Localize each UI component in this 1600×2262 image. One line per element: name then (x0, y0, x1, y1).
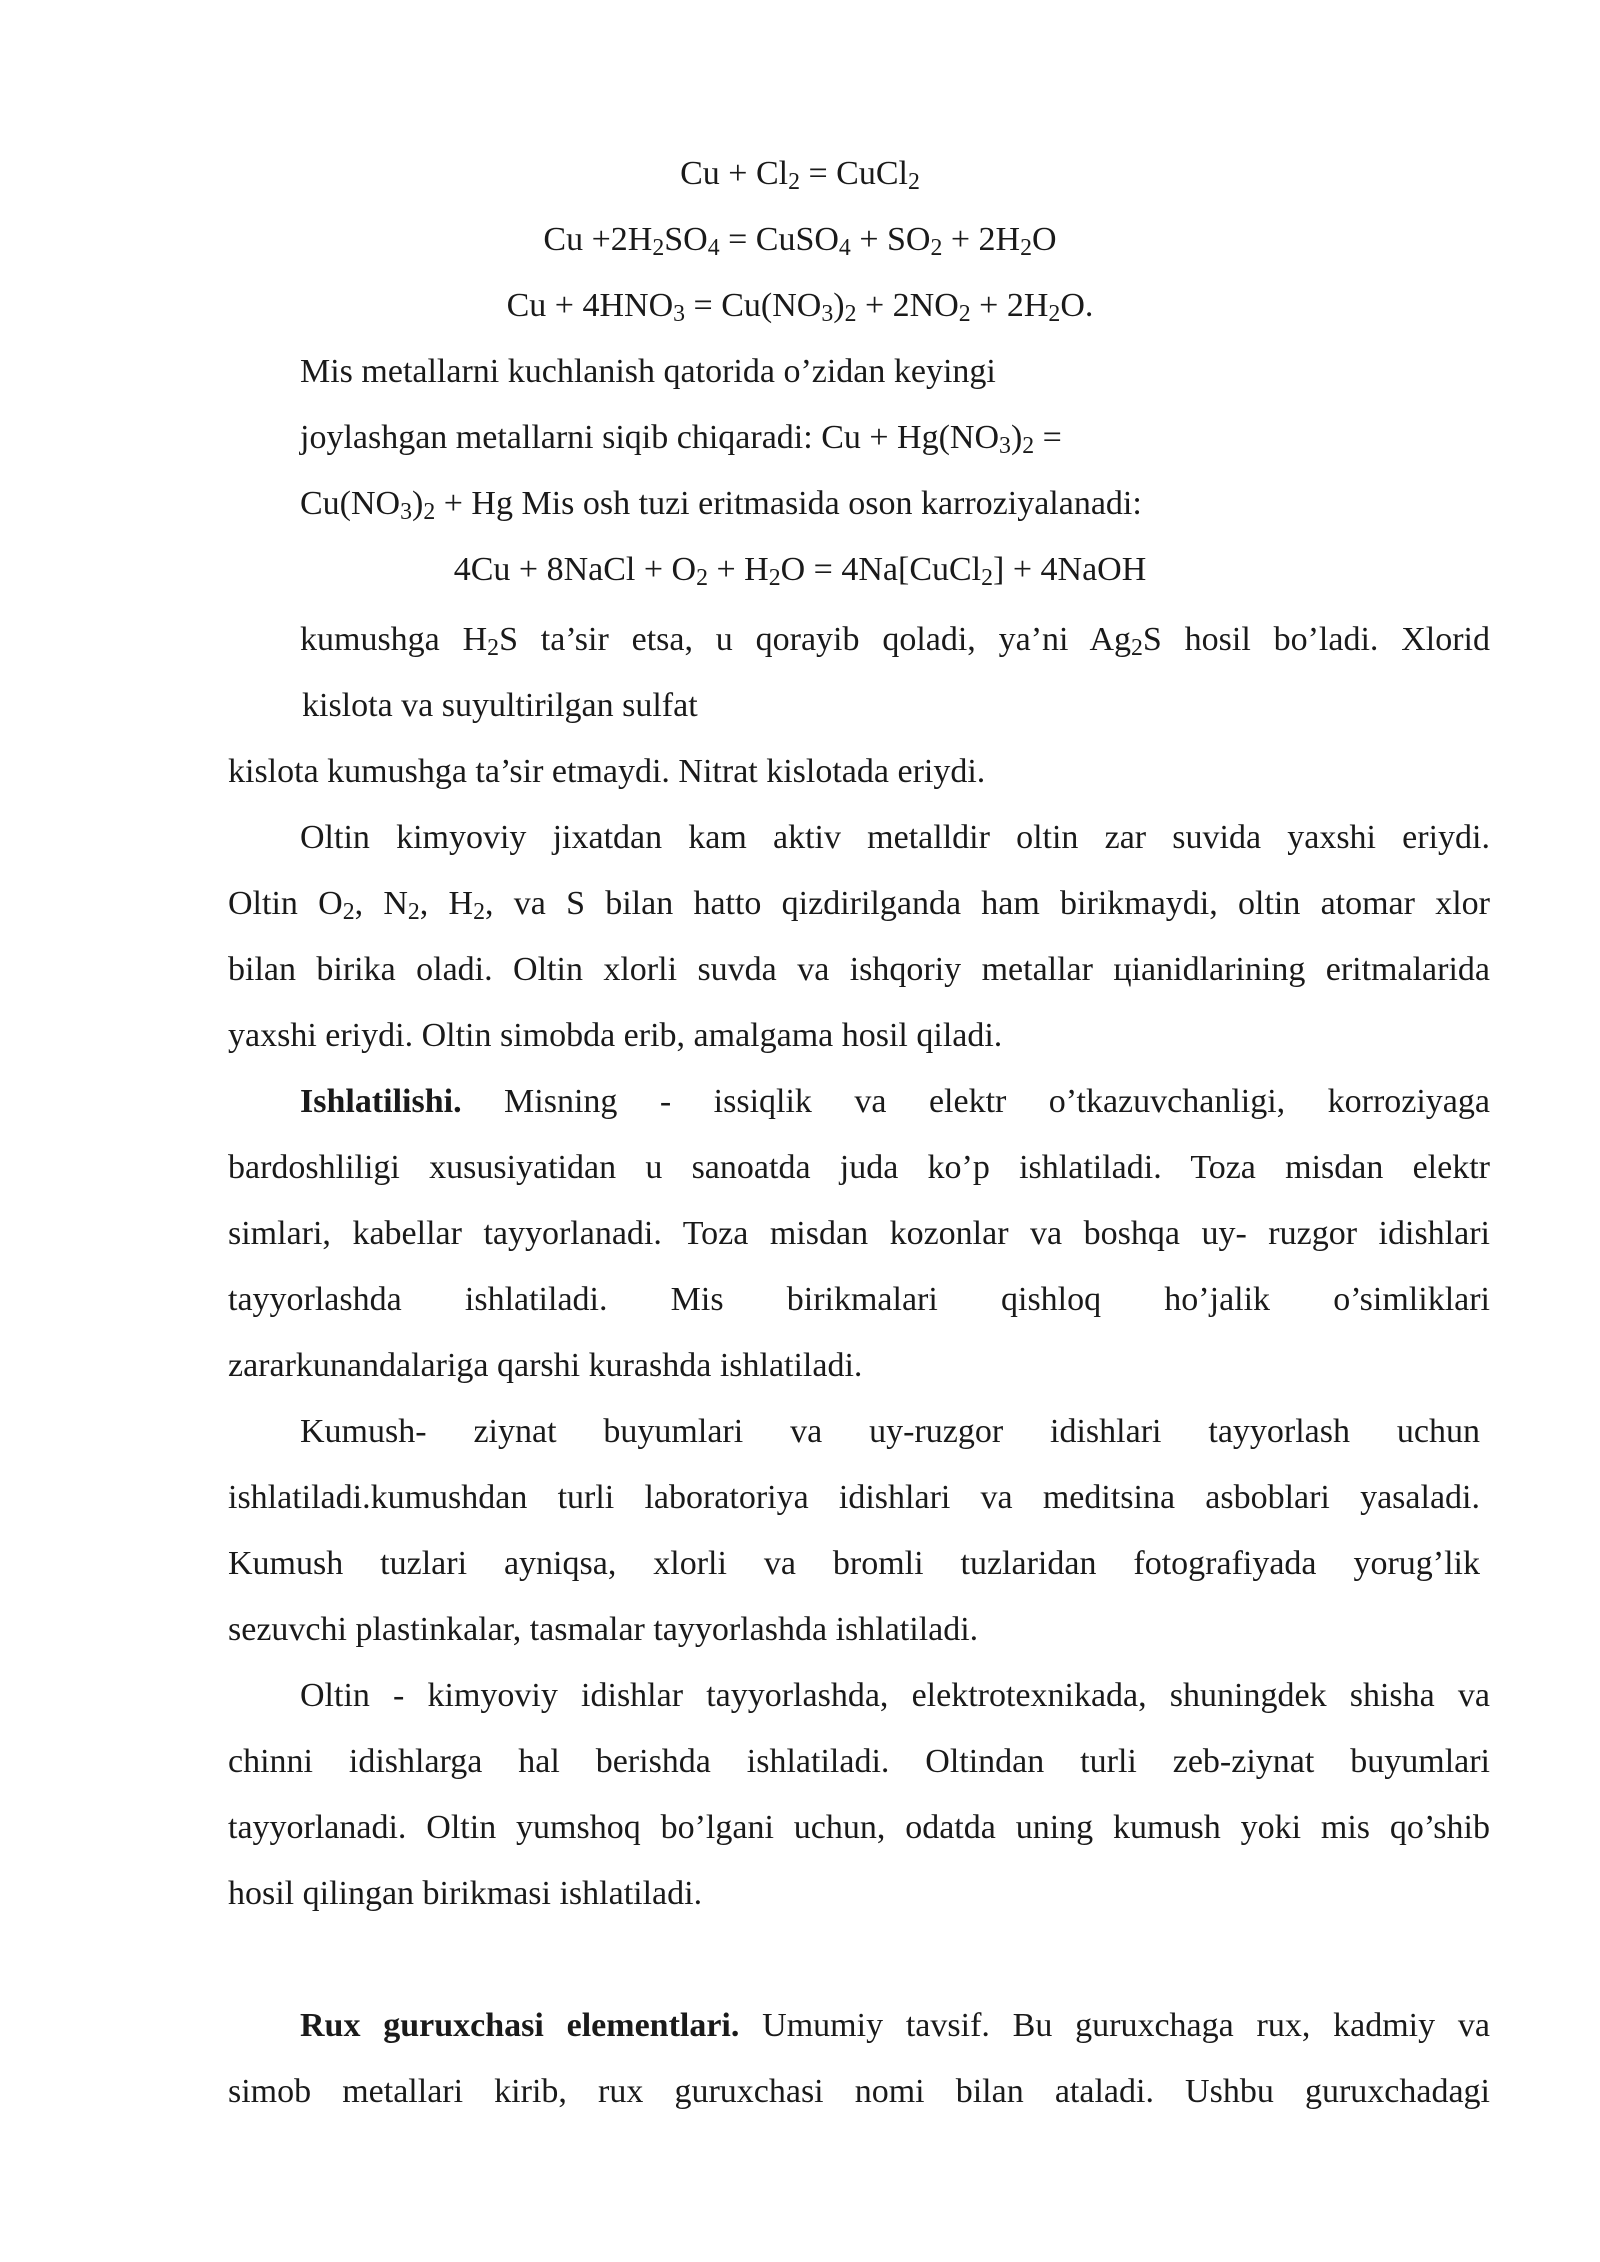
equation-copper-nitric-acid: $Cu + 4HNO_3 = Cu(NO_3)_2 + 2NO_2 + 2H_2O$. (506, 287, 1094, 328)
text-line: bilan birika oladi. Oltin xlorli suvda va ishqoriy metallar цianidlarining eritmalarida (228, 951, 1490, 988)
text-line: yaxshi eriydi. Oltin simobda erib, amalgama hosil qiladi. (228, 1017, 1003, 1054)
text-line: simob metallari kirib, rux guruxchasi nomi bilan ataladi. Ushbu guruxchadagi (228, 2073, 1490, 2110)
section-heading-usage: Ishlatilishi. (300, 1083, 462, 1120)
text-line: Kumush tuzlari ayniqsa, xlorli va bromli tuzlaridan fotografiyada yorug’lik (228, 1545, 1480, 1582)
section-heading-zinc-group: Rux guruxchasi elementlari. (300, 2007, 740, 2044)
equation-copper-salt-corrosion: 4Cu + 8NaCl + $O_2 + H_2O$ = 4Na[CuCl$_2$] + 4NaOH (453, 551, 1147, 592)
equation-copper-sulfuric-acid: $Cu +2H_2SO_4$ = CuSO$_4$ + $SO_2 + 2H_2O$ (543, 221, 1057, 262)
text-line: $Cu(NO_3)_2 + Hg$ Mis osh tuzi eritmasida oson karroziyalanadi: (300, 485, 1142, 526)
text-line: Oltin $O_2$, $N_2$, $H_2$, va S bilan hatto qizdirilganda ham birikmaydi, oltin atomar xlor (228, 885, 1490, 926)
text-line: kislota kumushga ta’sir etmaydi. Nitrat kislotada eriydi. (228, 753, 986, 790)
text-line: kislota va suyultirilgan sulfat (302, 687, 698, 724)
text-line: chinni idishlarga hal berishda ishlatiladi. Oltindan turli zeb-ziynat buyumlari (228, 1743, 1490, 1780)
text-line: Mis metallarni kuchlanish qatorida o’zidan keyingi (300, 353, 996, 390)
text-line: ishlatiladi.kumushdan turli laboratoriya idishlari va meditsina asboblari yasaladi. (228, 1479, 1480, 1516)
text-line: zararkunandalariga qarshi kurashda ishlatiladi. (228, 1347, 863, 1384)
text-line: Ishlatilishi. Misning - issiqlik va elektr o’tkazuvchanligi, korroziyaga (300, 1083, 1490, 1120)
text-line: tayyorlanadi. Oltin yumshoq bo’lgani uchun, odatda uning kumush yoki mis qo’shib (228, 1809, 1490, 1846)
text-line: Rux guruxchasi elementlari. Umumiy tavsif. Bu guruxchaga rux, kadmiy va (300, 2007, 1490, 2044)
text-line: Oltin - kimyoviy idishlar tayyorlashda, elektrotexnikada, shuningdek shisha va (300, 1677, 1490, 1714)
text-line: kumushga $H_2S$ ta’sir etsa, u qorayib qoladi, ya’ni $Ag_2S$ hosil bo’ladi. Xlorid (300, 621, 1490, 662)
text-line: sezuvchi plastinkalar, tasmalar tayyorlashda ishlatiladi. (228, 1611, 979, 1648)
text-line: hosil qilingan birikmasi ishlatiladi. (228, 1875, 703, 1912)
text-line: Oltin kimyoviy jixatdan kam aktiv metalldir oltin zar suvida yaxshi eriydi. (300, 819, 1490, 856)
text-line: Kumush- ziynat buyumlari va uy-ruzgor idishlari tayyorlash uchun (300, 1413, 1480, 1450)
text-line: simlari, kabellar tayyorlanadi. Toza misdan kozonlar va boshqa uy- ruzgor idishlari (228, 1215, 1490, 1252)
text-line: bardoshliligi xususiyatidan u sanoatda juda ko’p ishlatiladi. Toza misdan elektr (228, 1149, 1490, 1186)
text-line: joylashgan metallarni siqib chiqaradi: $Cu + Hg(NO_3)_2$ = (300, 419, 1062, 460)
equation-copper-chlorine: $Cu + Cl_2$ = CuCl$_2$ (680, 155, 920, 196)
text-line: tayyorlashda ishlatiladi. Mis birikmalari qishloq ho’jalik o’simliklari (228, 1281, 1490, 1318)
